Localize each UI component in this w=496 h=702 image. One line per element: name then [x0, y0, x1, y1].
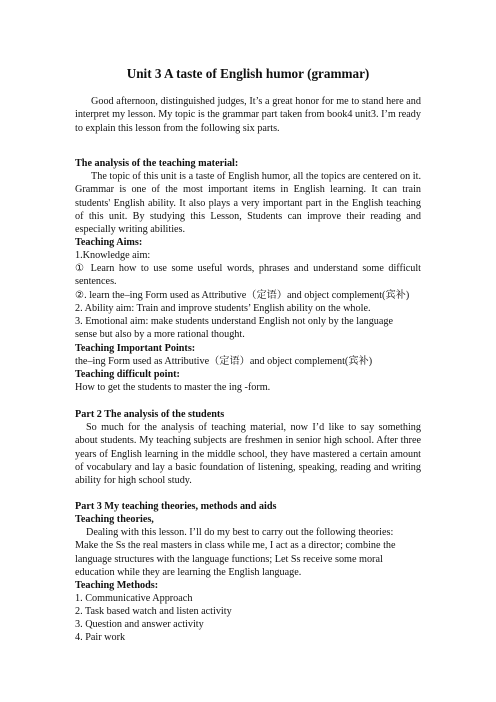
part2-paragraph: So much for the analysis of teaching material, now I’d like to say something about students. My teaching subjects are freshmen in senior high school. After three years of English learning in the middle school, they have mastered a certain amount of vocabulary and lay a basic foundation of listening, speaking, reading and writing ability for high school study.: [75, 422, 421, 487]
aim-item: 2. Ability aim: Train and improve students’ English ability on the whole.: [75, 303, 371, 314]
method-item: 2. Task based watch and listen activity: [75, 606, 232, 617]
page-title: Unit 3 A taste of English humor (grammar): [126, 66, 370, 81]
part3-heading: Part 3 My teaching theories, methods and aids: [75, 501, 277, 512]
teaching-theories-paragraph: Dealing with this lesson. I’ll do my best to carry out the following theories: Make the Ss the real masters in class while me, I act as a director; combine the language structures with the language functions; Let Ss receive some moral education while they are learning the English language.: [75, 527, 396, 578]
material-analysis-heading: The analysis of the teaching material:: [75, 158, 239, 169]
intro-paragraph: Good afternoon, distinguished judges, It’s a great honor for me to stand here and interpret my lesson. My topic is the grammar part taken from book4 unit3. I’m ready to explain this lesson from the following six parts.: [75, 96, 421, 134]
teaching-methods-heading: Teaching Methods:: [75, 580, 159, 591]
method-item: 3. Question and answer activity: [75, 619, 204, 630]
difficult-point-text: How to get the students to master the ing -form.: [75, 382, 271, 393]
important-points-heading: Teaching Important Points:: [75, 343, 196, 354]
aim-item: 3. Emotional aim: make students understand English not only by the language sense but also by a more rational thought.: [75, 316, 394, 341]
aim-item: ②. learn the–ing Form used as Attributive（定语）and object complement(宾补): [75, 290, 410, 301]
part2-heading: Part 2 The analysis of the students: [75, 409, 225, 420]
teaching-theories-heading: Teaching theories,: [75, 514, 154, 525]
important-points-text: the–ing Form used as Attributive（定语）and object complement(宾补): [75, 356, 373, 367]
method-item: 1. Communicative Approach: [75, 593, 193, 604]
teaching-aims-heading: Teaching Aims:: [75, 237, 143, 248]
material-analysis-paragraph: The topic of this unit is a taste of English humor, all the topics are centered on it. Grammar is one of the most important items in English learning. It can train students' English ability. It also plays a very important part in the English teaching of this unit. By studying this Lesson, Students can improve their reading and especially writing abilities.: [75, 171, 421, 236]
difficult-point-heading: Teaching difficult point:: [75, 369, 180, 380]
aim-item: 1.Knowledge aim:: [75, 250, 151, 261]
aim-item: ① Learn how to use some useful words, phrases and understand some difficult sentences.: [75, 263, 421, 288]
method-item: 4. Pair work: [75, 632, 126, 643]
